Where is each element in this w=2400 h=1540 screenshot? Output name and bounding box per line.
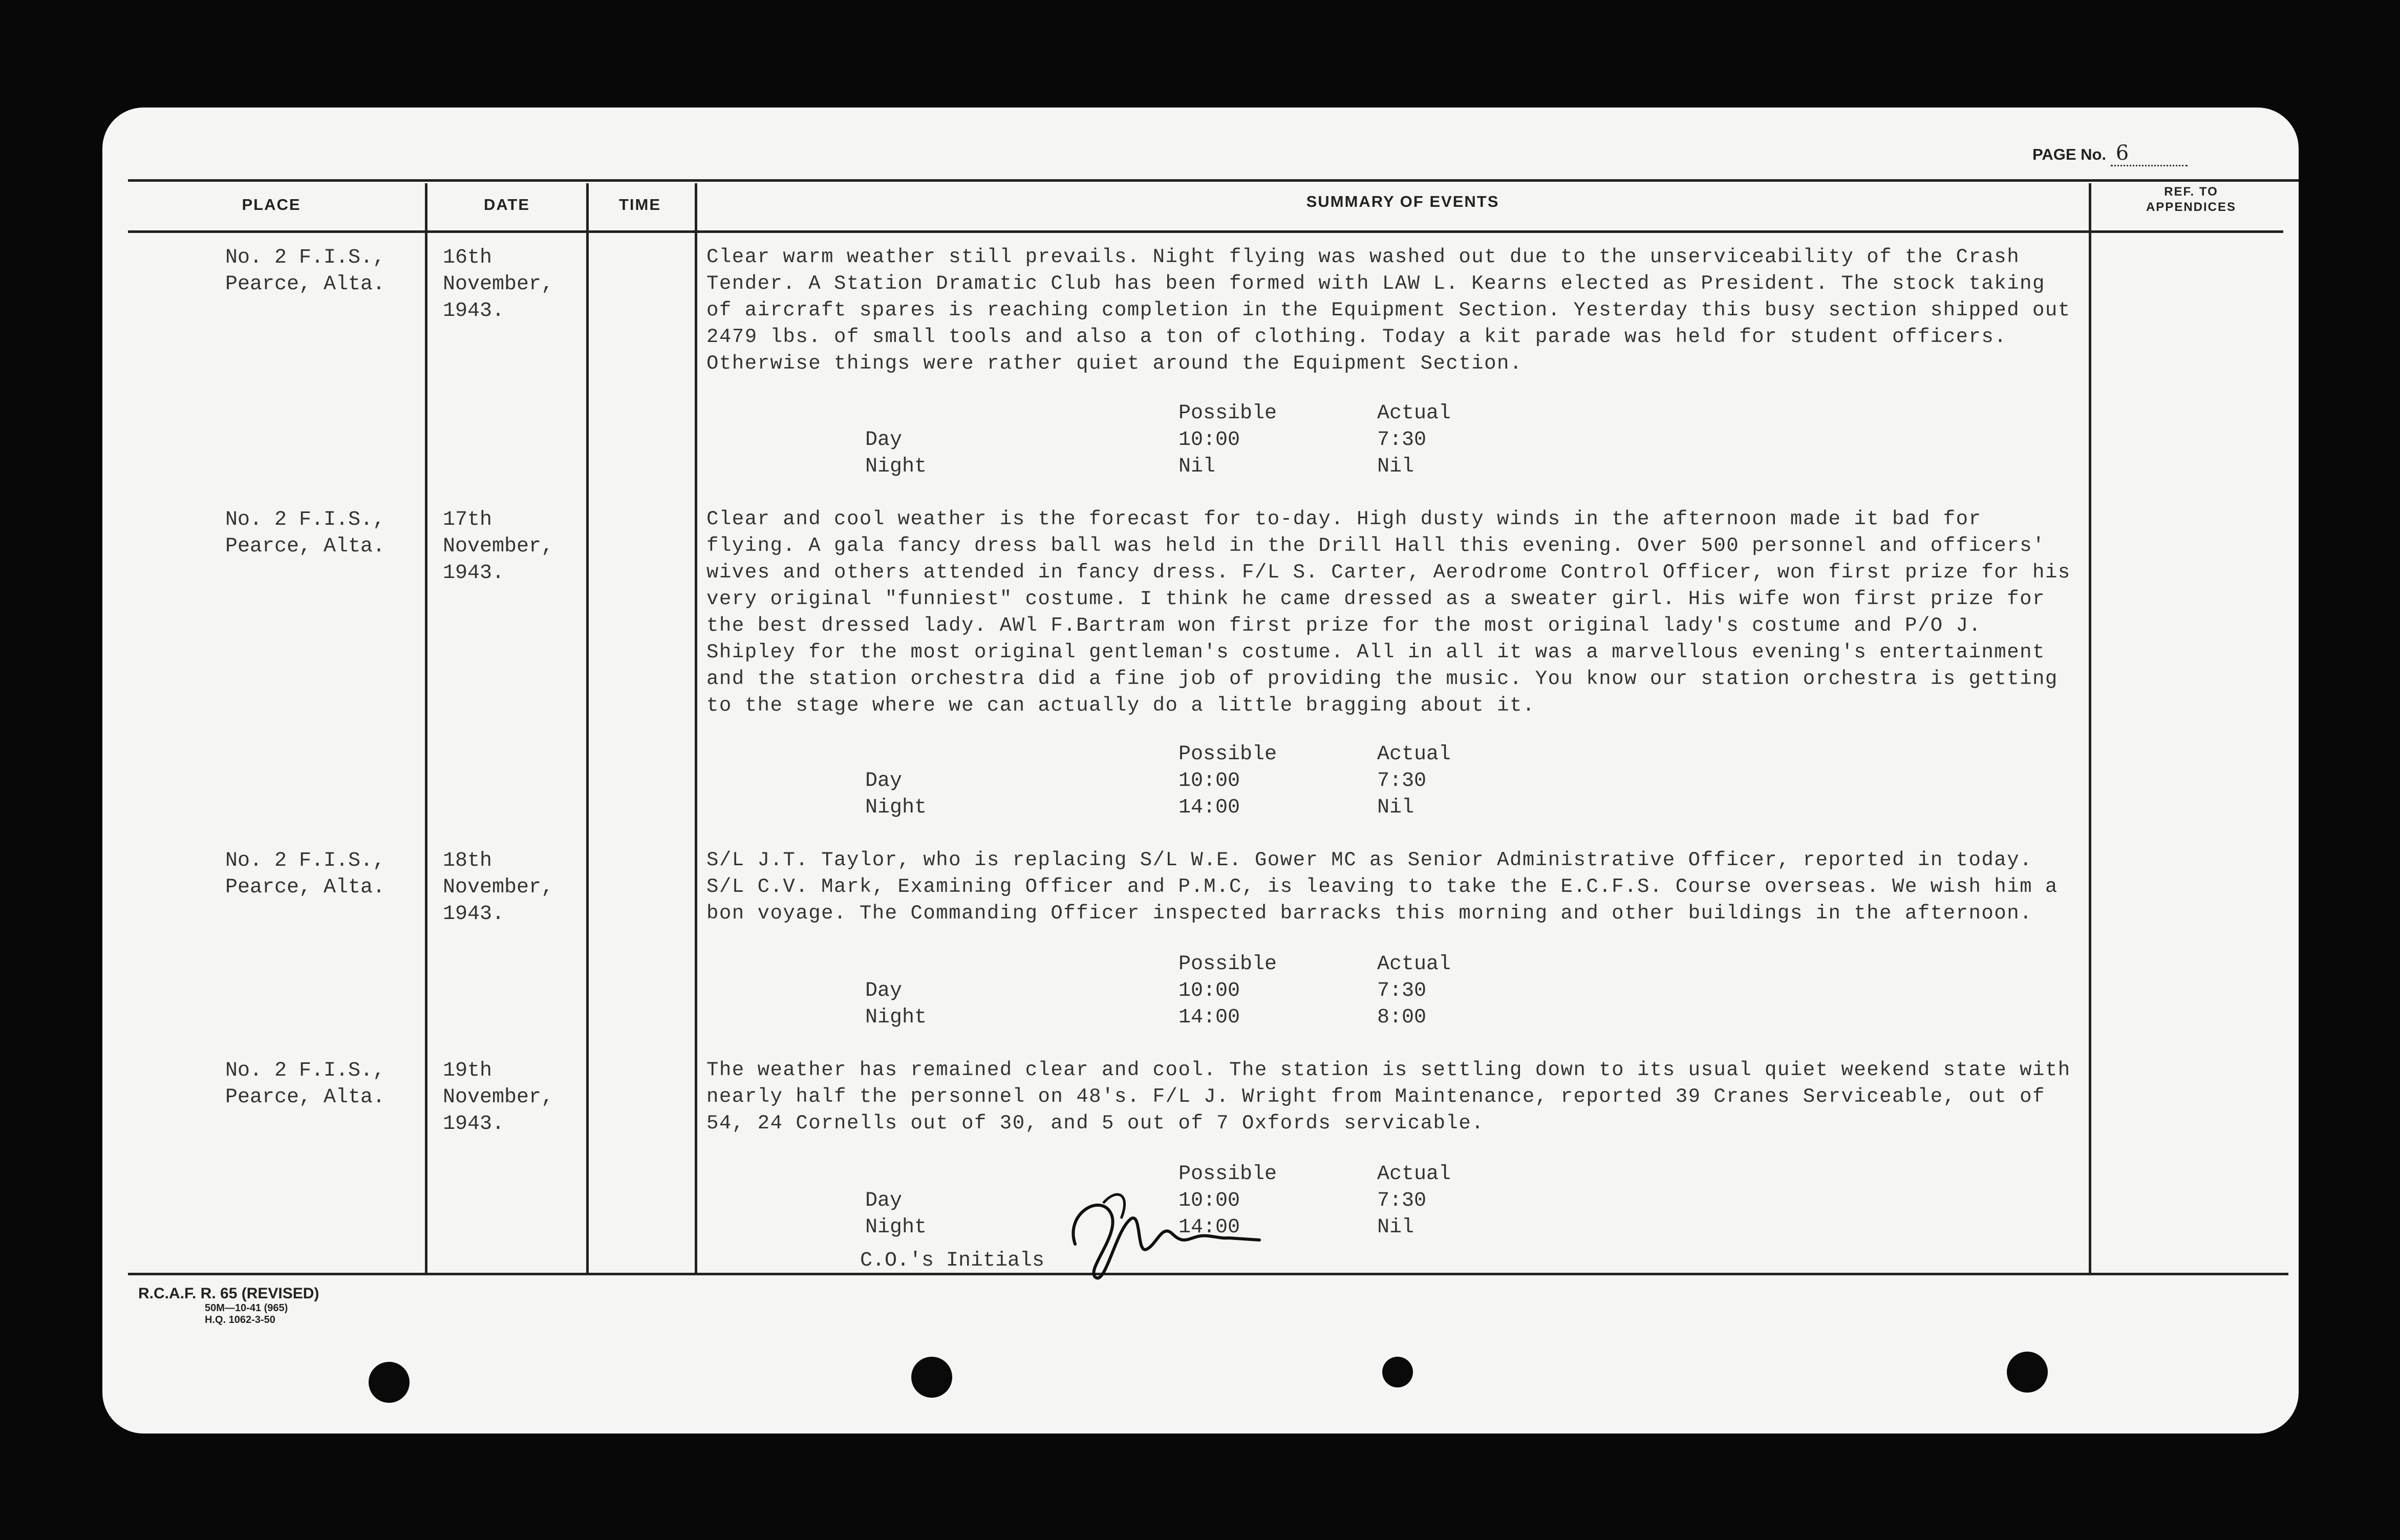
print-code: 50M—10-41 (965) — [205, 1302, 288, 1314]
co-initials-label: C.O.'s Initials — [860, 1249, 1045, 1272]
night-possible: Nil — [1178, 455, 1216, 478]
header-top-rule — [128, 179, 2299, 182]
day-possible: 10:00 — [1178, 769, 1240, 793]
day-label: Day — [865, 1189, 903, 1212]
form-footer — [138, 1285, 319, 1326]
day-actual: 7:30 — [1377, 1189, 1427, 1212]
day-actual: 7:30 — [1377, 979, 1427, 1002]
diary-form — [102, 108, 2299, 1434]
actual-label: Actual — [1377, 402, 1451, 425]
entry-summary: The weather has remained clear and cool. The station is settling down to its usual quiet weekend state with nearly half the personnel on 48's. F/L J. Wright from Maintenance, reported 39 Cranes Serviceable, out of 54, 24 Cornells out of 30, and 5 out of 7 Oxfords servicable. — [706, 1059, 2071, 1135]
day-possible: 10:00 — [1178, 979, 1240, 1002]
night-possible: 14:00 — [1178, 1006, 1240, 1029]
page-number-value: 6 — [2111, 141, 2188, 166]
signature — [1055, 1183, 1270, 1285]
night-label: Night — [865, 796, 927, 819]
possible-label: Possible — [1178, 1163, 1277, 1186]
entry-date: 19th November, 1943. — [443, 1059, 554, 1136]
form-number: R.C.A.F. R. 65 (REVISED) — [138, 1285, 319, 1302]
possible-label: Possible — [1178, 402, 1277, 425]
entry-summary: Clear warm weather still prevails. Night flying was washed out due to the unserviceability of the Crash Tender. A Station Dramatic Club has been formed with LAW L. Kearns elected as President. The stock taking of aircraft spares is reaching completion in the Equipment Section. Yesterday this busy section shipped out 2479 lbs. of small tools and also a ton of clothing. Today a kit parade was held for student officers. Otherwise things were rather quiet around the Equipment Section. — [706, 246, 2071, 375]
col-divider-ref — [2089, 183, 2091, 1274]
col-divider-summary — [695, 183, 697, 1274]
day-possible: 10:00 — [1178, 1189, 1240, 1212]
possible-label: Possible — [1178, 743, 1277, 766]
possible-label: Possible — [1178, 953, 1277, 976]
night-actual: Nil — [1377, 796, 1415, 819]
actual-label: Actual — [1377, 953, 1451, 976]
entry-date: 16th November, 1943. — [443, 246, 554, 323]
night-actual: Nil — [1377, 455, 1415, 478]
night-actual: Nil — [1377, 1216, 1415, 1239]
punch-hole — [1382, 1357, 1413, 1387]
night-label: Night — [865, 1006, 927, 1029]
header-ref: REF. TO APPENDICES — [2146, 185, 2237, 214]
day-label: Day — [865, 769, 903, 793]
header-place: PLACE — [242, 196, 301, 213]
punch-hole — [911, 1357, 952, 1398]
header-summary: SUMMARY OF EVENTS — [1306, 193, 1499, 210]
col-divider-date — [425, 183, 427, 1274]
night-possible: 14:00 — [1178, 1216, 1240, 1239]
day-possible: 10:00 — [1178, 429, 1240, 452]
page-number-label: PAGE No. — [2032, 145, 2107, 163]
col-divider-time — [586, 183, 589, 1274]
day-label: Day — [865, 429, 903, 452]
entry-place: No. 2 F.I.S., Pearce, Alta. — [225, 508, 385, 558]
page-number — [2032, 141, 2188, 166]
punch-hole — [369, 1362, 410, 1403]
entry-date: 18th November, 1943. — [443, 849, 554, 926]
actual-label: Actual — [1377, 1163, 1451, 1186]
entry-summary: Clear and cool weather is the forecast for to-day. High dusty winds in the afternoon made it bad for flying. A gala fancy dress ball was held in the Drill Hall this evening. Over 500 personnel and officers' wives and others attended in fancy dress. F/L S. Carter, Aerodrome Control Officer, won first prize for his very original "funniest" costume. I think he came dressed as a sweater girl. His wife won first prize for the best dressed lady. AWl F.Bartram won first prize for the most original lady's costume and P/O J. Shipley for the most original gentleman's costume. All in all it was a marvellous evening's entertainment and the station orchestra did a fine job of providing the music. You know our station orchestra is getting to the stage where we can actually do a little bragging about it. — [706, 508, 2071, 717]
entry-summary: S/L J.T. Taylor, who is replacing S/L W.E. Gower MC as Senior Administrative Officer, reported in today. S/L C.V. Mark, Examining Officer and P.M.C, is leaving to take the E.C.F.S. Course overseas. We wish him a bon voyage. The Commanding Officer inspected barracks this morning and other buildings in the afternoon. — [706, 849, 2058, 925]
day-actual: 7:30 — [1377, 769, 1427, 793]
night-label: Night — [865, 455, 927, 478]
actual-label: Actual — [1377, 743, 1451, 766]
day-actual: 7:30 — [1377, 429, 1427, 452]
header-date: DATE — [483, 196, 530, 213]
hq-code: H.Q. 1062-3-50 — [205, 1314, 275, 1325]
entry-place: No. 2 F.I.S., Pearce, Alta. — [225, 1059, 385, 1109]
night-possible: 14:00 — [1178, 796, 1240, 819]
entry-place: No. 2 F.I.S., Pearce, Alta. — [225, 246, 385, 296]
night-label: Night — [865, 1216, 927, 1239]
entry-place: No. 2 F.I.S., Pearce, Alta. — [225, 849, 385, 899]
day-label: Day — [865, 979, 903, 1002]
punch-hole — [2007, 1352, 2048, 1393]
header-bottom-rule — [128, 230, 2283, 233]
night-actual: 8:00 — [1377, 1006, 1427, 1029]
entry-date: 17th November, 1943. — [443, 508, 554, 585]
header-time: TIME — [618, 196, 661, 213]
